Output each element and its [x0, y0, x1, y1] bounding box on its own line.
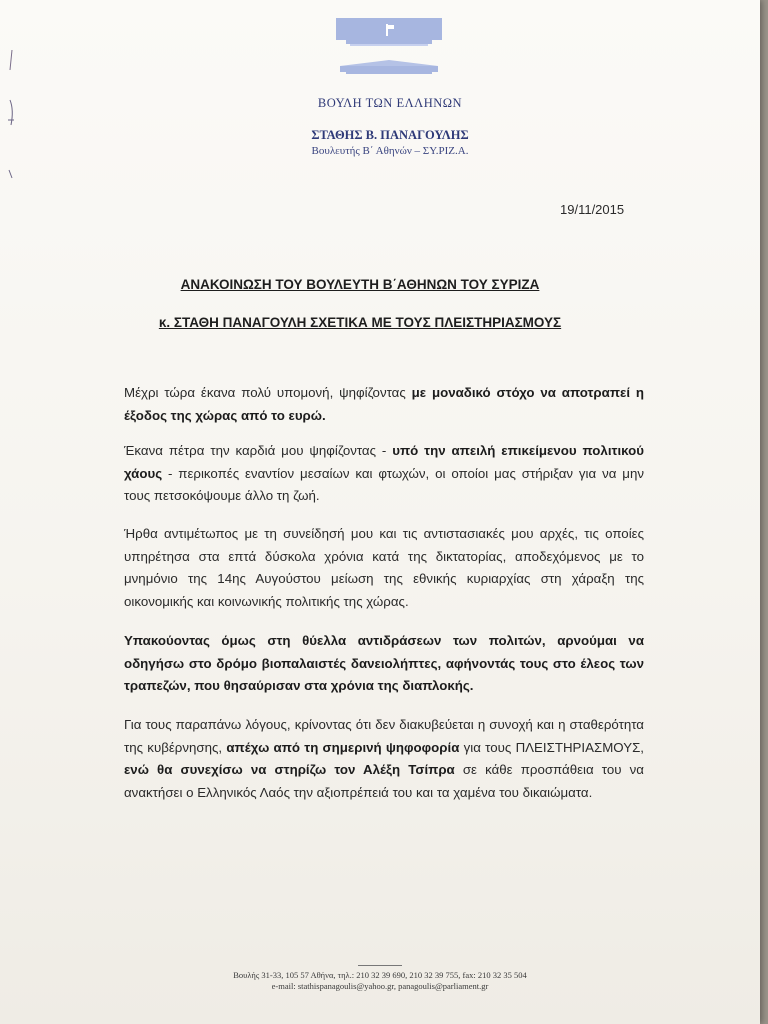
- parliament-emblem-icon: [336, 18, 442, 98]
- paragraph-5-bold-f: ενώ θα συνεχίσω να στηρίζω τον Αλέξη Τσίπρα: [124, 762, 455, 777]
- paragraph-2-text-a: Έκανα πέτρα την καρδιά μου ψηφίζοντας -: [124, 443, 393, 458]
- paragraph-5-bold-b: απέχω από τη σημερινή ψηφοφορία: [226, 739, 460, 755]
- paragraph-2-bold: υπό την απειλή επικείμενου πολιτικού χάους: [124, 443, 644, 481]
- paragraph-4: [124, 630, 644, 698]
- paragraph-5-text-e: ,: [640, 739, 644, 755]
- title-line-2: κ. ΣΤΑΘΗ ΠΑΝΑΓΟΥΛΗ ΣΧΕΤΙΚΑ ΜΕ ΤΟΥΣ ΠΛΕΙΣΤΗΡΙΑΣΜΟΥΣ: [158, 315, 562, 330]
- paragraph-5: [124, 714, 644, 804]
- paragraph-1: [124, 382, 644, 427]
- footer-address: Βουλής 31-33, 105 57 Αθήνα, τηλ.: 210 32 39 690, 210 32 39 755, fax: 210 32 35 504: [233, 970, 527, 980]
- footer-email: e-mail: stathispanagoulis@yahoo.gr, panagoulis@parliament.gr: [271, 981, 489, 991]
- paragraph-4-bold: Υπακούοντας όμως στη θύελλα αντιδράσεων των πολιτών, αρνούμαι να οδηγήσω στο δρόμο βιοπαλαιστές δανειολήπτες, αφήνοντάς τους στο έλεος των τραπεζών, που θησαύρισαν στα χρόνια της διαπλοκής.: [124, 633, 644, 693]
- parliament-name: ΒΟΥΛΗ ΤΩΝ ΕΛΛΗΝΩΝ: [317, 96, 463, 110]
- paragraph-5-text-g: σε κάθε προσπάθεια του να ανακτήσει ο Ελληνικός Λαός την αξιοπρέπειά του και τα χαμένα του δικαιώματα.: [124, 762, 644, 800]
- paragraph-2-text-c: - περικοπές εναντίον μεσαίων και φτωχών, οι οποίοι μας στήριξαν για να μην τους πετσοκόψουμε άλλο τη ζωή.: [124, 465, 644, 503]
- footer: [170, 970, 590, 992]
- mp-role: Βουλευτής Β΄ Αθηνών – ΣΥ.ΡΙΖ.Α.: [311, 145, 469, 157]
- mp-name: ΣΤΑΘΗΣ Β. ΠΑΝΑΓΟΥΛΗΣ: [311, 128, 469, 142]
- paragraph-5-text-c: για τους: [459, 739, 516, 755]
- document-date: 19/11/2015: [560, 202, 625, 217]
- footer-divider: [358, 965, 402, 966]
- paragraph-1-bold: με μοναδικό στόχο να αποτραπεί η έξοδος της χώρας από το ευρώ.: [124, 385, 645, 423]
- paragraph-2: [124, 440, 644, 508]
- paragraph-5-text-d: ΠΛΕΙΣΤΗΡΙΑΣΜΟΥΣ: [515, 739, 641, 755]
- paragraph-3: Ήρθα αντιμέτωπος με τη συνείδησή μου και τις αντιστασιακές μου αρχές, τις οποίες υπηρέτησα στα επτά δύσκολα χρόνια κατά της δικτατορίας, αποδεχόμενος με το μνημόνιο της 14ης Αυγούστου μείωση της εθνικής κυριαρχίας στη χάραξη της οικονομικής και κοινωνικής πολιτικής της χώρας.: [124, 526, 644, 609]
- paragraph-5-text-a: Για τους παραπάνω λόγους, κρίνοντας ότι δεν διακυβεύεται η συνοχή και η σταθερότητα της κυβέρνησης,: [124, 717, 644, 755]
- title-line-1: ΑΝΑΚΟΙΝΩΣΗ ΤΟΥ ΒΟΥΛΕΥΤΗ Β΄ΑΘΗΝΩΝ ΤΟΥ ΣΥΡΙΖΑ: [180, 277, 540, 292]
- pen-mark-icon: [2, 40, 22, 190]
- paragraph-1-text: Μέχρι τώρα έκανα πολύ υπομονή, ψηφίζοντας: [124, 385, 412, 400]
